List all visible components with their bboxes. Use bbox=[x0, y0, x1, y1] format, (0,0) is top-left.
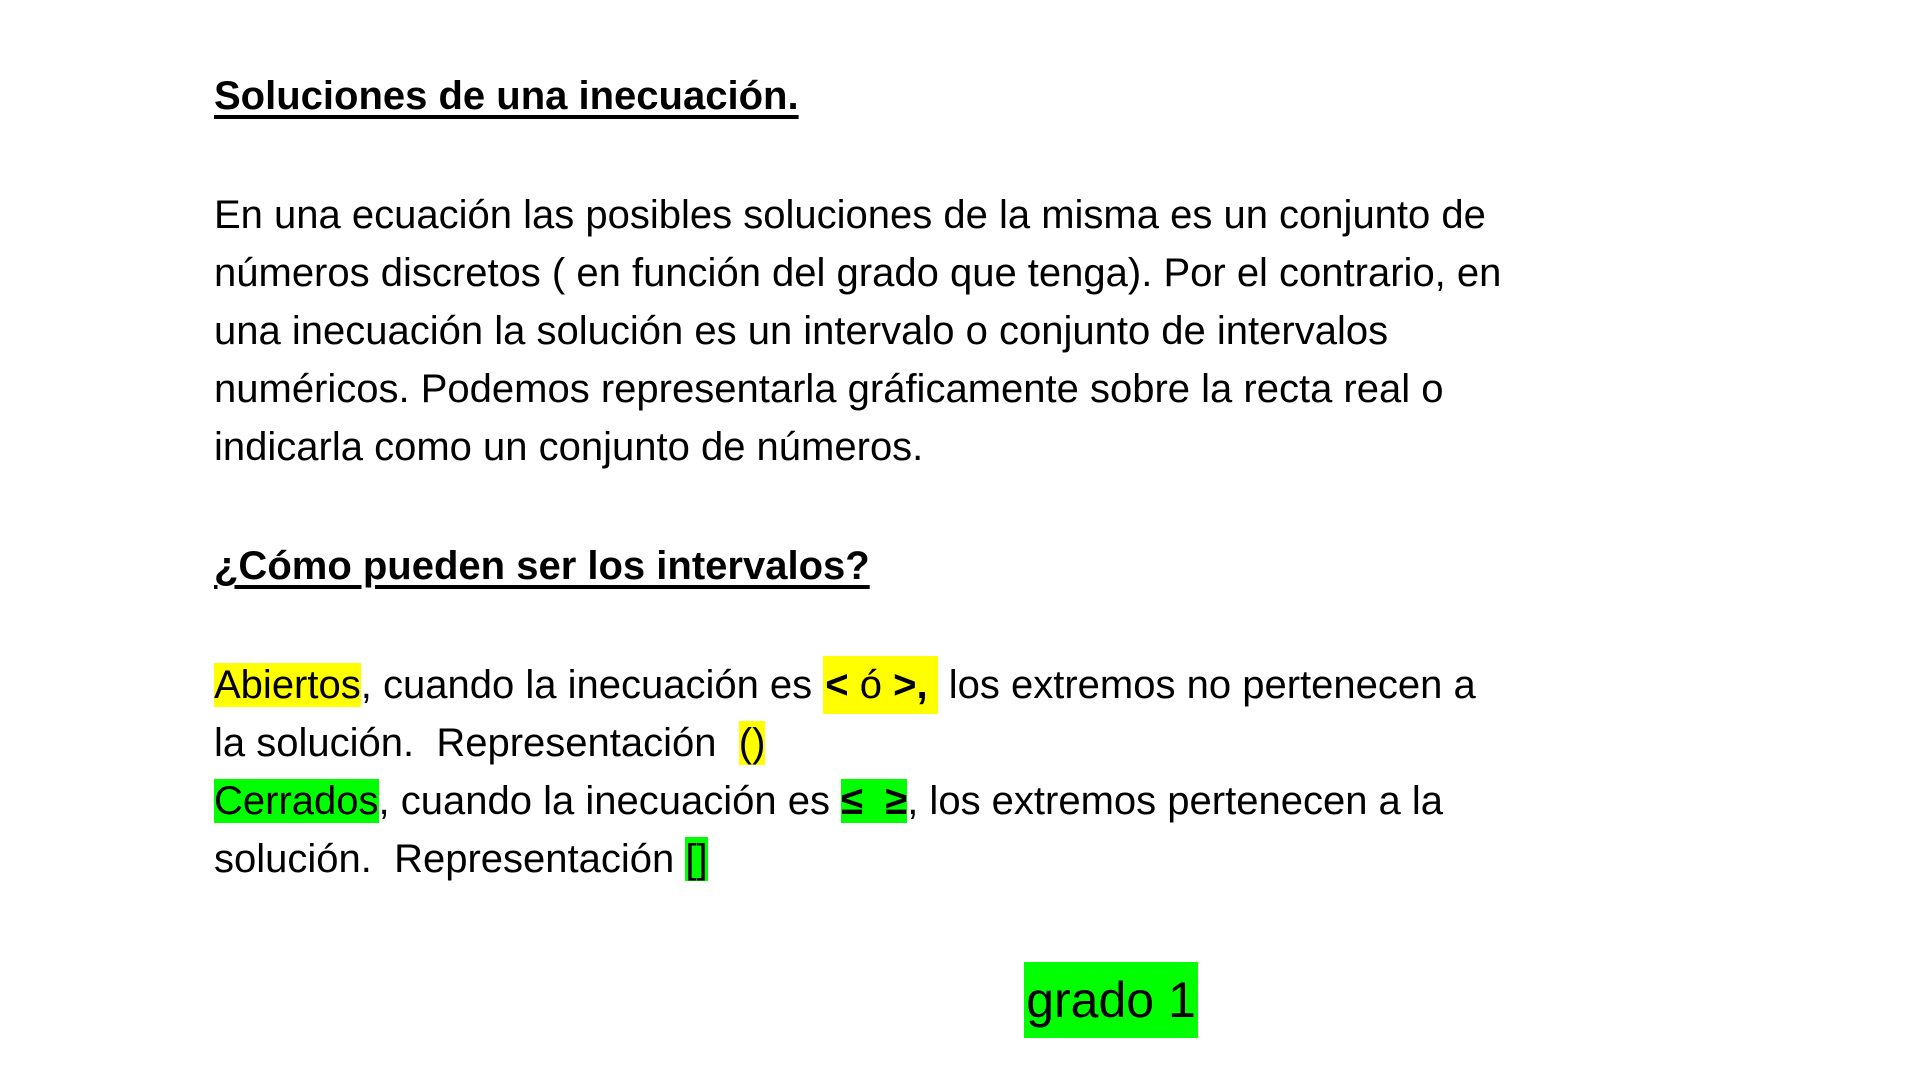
slide-content bbox=[214, 72, 1714, 888]
closed-interval-line-1 bbox=[214, 772, 1714, 830]
paragraph-line: En una ecuación las posibles soluciones de la misma es un conjunto de bbox=[214, 193, 1486, 237]
open-op-right: >, bbox=[893, 663, 928, 707]
paragraph-line: indicarla como un conjunto de números. bbox=[214, 425, 924, 469]
open-op-mid: ó bbox=[848, 663, 894, 707]
closed-line2-prefix: solución. Representación bbox=[214, 837, 686, 881]
grade-badge: grado 1 bbox=[1024, 962, 1198, 1038]
slide-title: Soluciones de una inecuación. bbox=[214, 74, 799, 118]
open-line2-prefix: la solución. Representación bbox=[214, 721, 739, 765]
interval-types bbox=[214, 656, 1714, 888]
paragraph-line: numéricos. Podemos representarla gráficamente sobre la recta real o bbox=[214, 367, 1444, 411]
open-operators bbox=[823, 656, 937, 714]
open-symbol: () bbox=[738, 721, 766, 765]
open-interval-line-2 bbox=[214, 714, 1714, 772]
closed-term: Cerrados bbox=[214, 779, 379, 823]
open-text-2: los extremos no pertenecen a bbox=[937, 663, 1476, 707]
intro-paragraph bbox=[214, 186, 1714, 476]
paragraph-line: números discretos ( en función del grado que tenga). Por el contrario, en bbox=[214, 251, 1502, 295]
closed-operators: ≤ ≥ bbox=[841, 779, 908, 823]
closed-interval-line-2 bbox=[214, 830, 1714, 888]
open-op-left: < bbox=[825, 663, 849, 707]
open-term: Abiertos bbox=[214, 663, 361, 707]
open-text-1: , cuando la inecuación es bbox=[360, 663, 824, 707]
open-interval-line-1 bbox=[214, 656, 1714, 714]
paragraph-line: una inecuación la solución es un intervalo o conjunto de intervalos bbox=[214, 309, 1389, 353]
closed-text-1: , cuando la inecuación es bbox=[378, 779, 842, 823]
closed-text-2: , los extremos pertenecen a la bbox=[907, 779, 1444, 823]
closed-symbol: [] bbox=[685, 837, 708, 881]
section-subtitle: ¿Cómo pueden ser los intervalos? bbox=[214, 544, 870, 588]
